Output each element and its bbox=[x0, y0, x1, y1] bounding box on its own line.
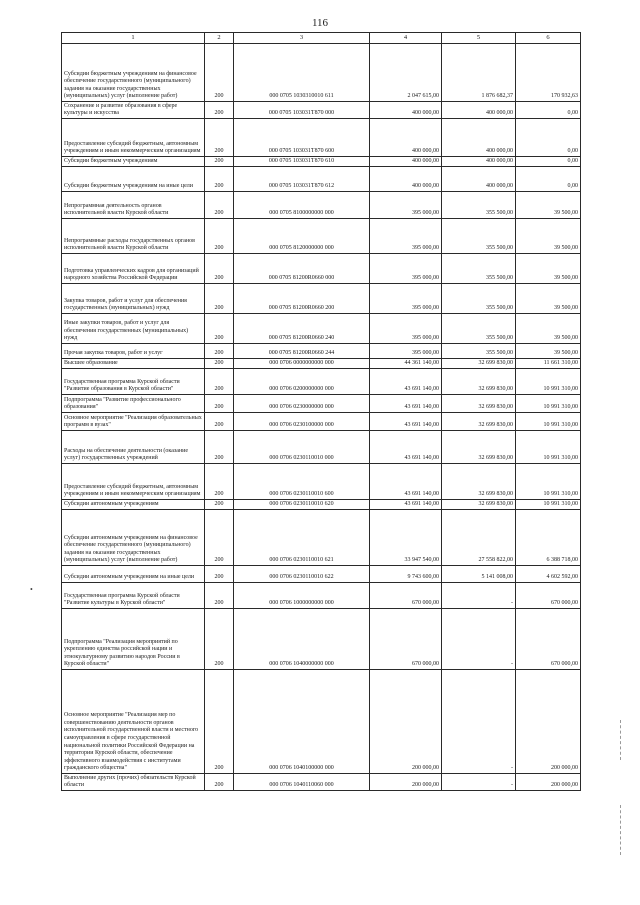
row-admin-code-cell: 200 bbox=[205, 219, 234, 254]
table-row bbox=[62, 500, 581, 510]
table-row bbox=[62, 464, 581, 500]
row-unexecuted-amount-cell: 39 500,00 bbox=[516, 344, 581, 359]
row-admin-code-cell: 200 bbox=[205, 284, 234, 314]
row-name-cell: Предоставление субсидий бюджетным, автономным учреждениям и иным некоммерческим организациям bbox=[62, 464, 205, 500]
row-approved-amount-cell: 395 000,00 bbox=[370, 284, 442, 314]
row-approved-amount-cell: 395 000,00 bbox=[370, 314, 442, 344]
row-approved-amount-cell: 200 000,00 bbox=[370, 774, 442, 791]
row-approved-amount-cell: 43 691 140,00 bbox=[370, 500, 442, 510]
row-executed-amount-cell: 32 699 830,00 bbox=[442, 464, 516, 500]
row-name-cell: Подпрограмма "Развитие профессионального образования" bbox=[62, 395, 205, 413]
table-row bbox=[62, 413, 581, 431]
row-admin-code-cell: 200 bbox=[205, 157, 234, 167]
row-budget-code-cell: 000 0706 0230110010 620 bbox=[234, 500, 370, 510]
row-unexecuted-amount-cell: 0,00 bbox=[516, 167, 581, 192]
row-budget-code-cell: 000 0705 81200R0660 000 bbox=[234, 254, 370, 284]
column-header-2: 2 bbox=[205, 33, 234, 44]
budget-table bbox=[61, 32, 581, 791]
row-name-cell: Предоставление субсидий бюджетным, автономным учреждениям и иным некоммерческим организациям bbox=[62, 119, 205, 157]
column-header-3: 3 bbox=[234, 33, 370, 44]
table-body bbox=[62, 44, 581, 791]
row-budget-code-cell: 000 0705 8120000000 000 bbox=[234, 219, 370, 254]
row-unexecuted-amount-cell: 200 000,00 bbox=[516, 670, 581, 774]
row-approved-amount-cell: 670 000,00 bbox=[370, 609, 442, 670]
table-row bbox=[62, 774, 581, 791]
table-row bbox=[62, 395, 581, 413]
row-unexecuted-amount-cell: 39 500,00 bbox=[516, 314, 581, 344]
row-admin-code-cell: 200 bbox=[205, 510, 234, 566]
row-name-cell: Субсидии автономным учреждениям на финансовое обеспечение государственного (муниципального) задания на оказание государственных (муниципальных) услуг (выполнение работ) bbox=[62, 510, 205, 566]
row-executed-amount-cell: 32 699 830,00 bbox=[442, 359, 516, 369]
column-header-5: 5 bbox=[442, 33, 516, 44]
row-admin-code-cell: 200 bbox=[205, 395, 234, 413]
row-approved-amount-cell: 395 000,00 bbox=[370, 344, 442, 359]
row-name-cell: Высшее образование bbox=[62, 359, 205, 369]
row-approved-amount-cell: 395 000,00 bbox=[370, 192, 442, 219]
row-approved-amount-cell: 43 691 140,00 bbox=[370, 369, 442, 395]
table-row bbox=[62, 670, 581, 774]
row-admin-code-cell: 200 bbox=[205, 413, 234, 431]
row-executed-amount-cell: 5 141 008,00 bbox=[442, 566, 516, 583]
row-admin-code-cell: 200 bbox=[205, 44, 234, 102]
row-name-cell: Непрограммные расходы государственных органов исполнительной власти Курской области bbox=[62, 219, 205, 254]
table-row bbox=[62, 219, 581, 254]
row-unexecuted-amount-cell: 6 388 718,00 bbox=[516, 510, 581, 566]
row-executed-amount-cell: - bbox=[442, 609, 516, 670]
row-name-cell: Непрограммная деятельность органов исполнительной власти Курской области bbox=[62, 192, 205, 219]
row-executed-amount-cell: 400 000,00 bbox=[442, 157, 516, 167]
row-budget-code-cell: 000 0706 0200000000 000 bbox=[234, 369, 370, 395]
row-budget-code-cell: 000 0705 81200R0660 240 bbox=[234, 314, 370, 344]
row-approved-amount-cell: 43 691 140,00 bbox=[370, 464, 442, 500]
row-executed-amount-cell: 355 500,00 bbox=[442, 254, 516, 284]
row-budget-code-cell: 000 0705 8100000000 000 bbox=[234, 192, 370, 219]
table-row bbox=[62, 344, 581, 359]
row-budget-code-cell: 000 0706 0230100000 000 bbox=[234, 413, 370, 431]
row-unexecuted-amount-cell: 200 000,00 bbox=[516, 774, 581, 791]
row-admin-code-cell: 200 bbox=[205, 670, 234, 774]
row-approved-amount-cell: 43 691 140,00 bbox=[370, 431, 442, 464]
table-row bbox=[62, 157, 581, 167]
row-admin-code-cell: 200 bbox=[205, 609, 234, 670]
row-executed-amount-cell: 32 699 830,00 bbox=[442, 500, 516, 510]
row-approved-amount-cell: 43 691 140,00 bbox=[370, 395, 442, 413]
row-admin-code-cell: 200 bbox=[205, 583, 234, 609]
row-approved-amount-cell: 400 000,00 bbox=[370, 167, 442, 192]
row-executed-amount-cell: 1 876 682,37 bbox=[442, 44, 516, 102]
row-executed-amount-cell: 355 500,00 bbox=[442, 284, 516, 314]
row-executed-amount-cell: 355 500,00 bbox=[442, 219, 516, 254]
row-executed-amount-cell: 27 558 822,00 bbox=[442, 510, 516, 566]
row-approved-amount-cell: 395 000,00 bbox=[370, 254, 442, 284]
row-executed-amount-cell: - bbox=[442, 774, 516, 791]
row-budget-code-cell: 000 0706 0230110010 000 bbox=[234, 431, 370, 464]
row-budget-code-cell: 000 0706 0000000000 000 bbox=[234, 359, 370, 369]
row-name-cell: Сохранение и развитие образования в сфере культуры и искусства bbox=[62, 102, 205, 119]
row-executed-amount-cell: 32 699 830,00 bbox=[442, 369, 516, 395]
row-approved-amount-cell: 2 047 615,00 bbox=[370, 44, 442, 102]
row-admin-code-cell: 200 bbox=[205, 369, 234, 395]
row-unexecuted-amount-cell: 670 000,00 bbox=[516, 583, 581, 609]
row-name-cell: Субсидии бюджетным учреждениям bbox=[62, 157, 205, 167]
row-name-cell: Основное мероприятие "Реализация мер по совершенствованию деятельности органов исполнительной государственной власти и местного самоуправления в сфере государственной национальной политики Российской Федерации на территории Курской области, обеспечение эффективного взаимодействия с институтами гражданского общества" bbox=[62, 670, 205, 774]
row-unexecuted-amount-cell: 670 000,00 bbox=[516, 609, 581, 670]
row-name-cell: Прочая закупка товаров, работ и услуг bbox=[62, 344, 205, 359]
row-executed-amount-cell: - bbox=[442, 670, 516, 774]
row-name-cell: Субсидии бюджетным учреждениям на финансовое обеспечение государственного (муниципального) задания на оказание государственных (муниципальных) услуг (выполнение работ) bbox=[62, 44, 205, 102]
row-unexecuted-amount-cell: 10 991 310,00 bbox=[516, 369, 581, 395]
row-unexecuted-amount-cell: 10 991 310,00 bbox=[516, 431, 581, 464]
row-unexecuted-amount-cell: 170 932,63 bbox=[516, 44, 581, 102]
row-admin-code-cell: 200 bbox=[205, 192, 234, 219]
row-unexecuted-amount-cell: 11 661 310,00 bbox=[516, 359, 581, 369]
row-admin-code-cell: 200 bbox=[205, 431, 234, 464]
table-row bbox=[62, 192, 581, 219]
row-executed-amount-cell: - bbox=[442, 583, 516, 609]
row-budget-code-cell: 000 0706 0230000000 000 bbox=[234, 395, 370, 413]
row-budget-code-cell: 000 0705 103031Т870 600 bbox=[234, 119, 370, 157]
table-row bbox=[62, 566, 581, 583]
table-row bbox=[62, 44, 581, 102]
table-row bbox=[62, 359, 581, 369]
row-admin-code-cell: 200 bbox=[205, 167, 234, 192]
row-executed-amount-cell: 32 699 830,00 bbox=[442, 395, 516, 413]
row-budget-code-cell: 000 0706 1040110060 000 bbox=[234, 774, 370, 791]
row-approved-amount-cell: 400 000,00 bbox=[370, 157, 442, 167]
table-row bbox=[62, 254, 581, 284]
row-name-cell: Расходы на обеспечение деятельности (оказание услуг) государственных учреждений bbox=[62, 431, 205, 464]
row-unexecuted-amount-cell: 10 991 310,00 bbox=[516, 464, 581, 500]
row-unexecuted-amount-cell: 39 500,00 bbox=[516, 192, 581, 219]
row-admin-code-cell: 200 bbox=[205, 566, 234, 583]
row-unexecuted-amount-cell: 39 500,00 bbox=[516, 254, 581, 284]
row-executed-amount-cell: 32 699 830,00 bbox=[442, 413, 516, 431]
row-admin-code-cell: 200 bbox=[205, 464, 234, 500]
row-admin-code-cell: 200 bbox=[205, 500, 234, 510]
row-name-cell: Закупка товаров, работ и услуг для обеспечения государственных (муниципальных) нужд bbox=[62, 284, 205, 314]
row-unexecuted-amount-cell: 10 991 310,00 bbox=[516, 413, 581, 431]
row-unexecuted-amount-cell: 10 991 310,00 bbox=[516, 395, 581, 413]
table-row bbox=[62, 119, 581, 157]
row-approved-amount-cell: 44 361 140,00 bbox=[370, 359, 442, 369]
row-budget-code-cell: 000 0705 103031Т870 612 bbox=[234, 167, 370, 192]
row-executed-amount-cell: 400 000,00 bbox=[442, 167, 516, 192]
column-header-1: 1 bbox=[62, 33, 205, 44]
row-budget-code-cell: 000 0706 1000000000 000 bbox=[234, 583, 370, 609]
row-unexecuted-amount-cell: 10 991 310,00 bbox=[516, 500, 581, 510]
row-name-cell: Подготовка управленческих кадров для организаций народного хозяйства Российской Федерации bbox=[62, 254, 205, 284]
row-budget-code-cell: 000 0705 103031Т870 000 bbox=[234, 102, 370, 119]
row-executed-amount-cell: 32 699 830,00 bbox=[442, 431, 516, 464]
row-name-cell: Выполнение других (прочих) обязательств Курской области bbox=[62, 774, 205, 791]
row-budget-code-cell: 000 0705 103031Т870 610 bbox=[234, 157, 370, 167]
table-row bbox=[62, 609, 581, 670]
row-name-cell: Государственная программа Курской области "Развитие культуры в Курской области" bbox=[62, 583, 205, 609]
row-name-cell: Основное мероприятие "Реализация образовательных программ в вузах" bbox=[62, 413, 205, 431]
row-admin-code-cell: 200 bbox=[205, 344, 234, 359]
row-admin-code-cell: 200 bbox=[205, 774, 234, 791]
row-executed-amount-cell: 400 000,00 bbox=[442, 119, 516, 157]
row-budget-code-cell: 000 0706 1040000000 000 bbox=[234, 609, 370, 670]
row-name-cell: Субсидии бюджетным учреждениям на иные цели bbox=[62, 167, 205, 192]
row-approved-amount-cell: 200 000,00 bbox=[370, 670, 442, 774]
row-approved-amount-cell: 43 691 140,00 bbox=[370, 413, 442, 431]
row-name-cell: Иные закупки товаров, работ и услуг для обеспечения государственных (муниципальных) нужд bbox=[62, 314, 205, 344]
table-row bbox=[62, 167, 581, 192]
row-unexecuted-amount-cell: 39 500,00 bbox=[516, 284, 581, 314]
margin-scan-mark bbox=[620, 720, 624, 760]
table-row bbox=[62, 431, 581, 464]
margin-dot: • bbox=[30, 585, 33, 594]
table-row bbox=[62, 314, 581, 344]
row-approved-amount-cell: 395 000,00 bbox=[370, 219, 442, 254]
table-row bbox=[62, 510, 581, 566]
row-admin-code-cell: 200 bbox=[205, 102, 234, 119]
row-executed-amount-cell: 355 500,00 bbox=[442, 344, 516, 359]
row-budget-code-cell: 000 0706 0230110010 621 bbox=[234, 510, 370, 566]
row-executed-amount-cell: 355 500,00 bbox=[442, 192, 516, 219]
margin-scan-mark bbox=[620, 805, 624, 855]
column-header-4: 4 bbox=[370, 33, 442, 44]
row-unexecuted-amount-cell: 0,00 bbox=[516, 119, 581, 157]
row-executed-amount-cell: 400 000,00 bbox=[442, 102, 516, 119]
row-admin-code-cell: 200 bbox=[205, 254, 234, 284]
row-approved-amount-cell: 9 743 600,00 bbox=[370, 566, 442, 583]
row-unexecuted-amount-cell: 0,00 bbox=[516, 102, 581, 119]
row-budget-code-cell: 000 0705 81200R0660 200 bbox=[234, 284, 370, 314]
row-unexecuted-amount-cell: 0,00 bbox=[516, 157, 581, 167]
row-budget-code-cell: 000 0706 0230110010 622 bbox=[234, 566, 370, 583]
row-executed-amount-cell: 355 500,00 bbox=[442, 314, 516, 344]
table-row bbox=[62, 583, 581, 609]
row-approved-amount-cell: 33 947 540,00 bbox=[370, 510, 442, 566]
column-header-6: 6 bbox=[516, 33, 581, 44]
row-unexecuted-amount-cell: 4 602 592,00 bbox=[516, 566, 581, 583]
row-name-cell: Государственная программа Курской области "Развитие образования в Курской области" bbox=[62, 369, 205, 395]
table-header-row bbox=[62, 33, 581, 44]
row-budget-code-cell: 000 0706 1040100000 000 bbox=[234, 670, 370, 774]
row-admin-code-cell: 200 bbox=[205, 119, 234, 157]
row-name-cell: Субсидии автономным учреждениям на иные цели bbox=[62, 566, 205, 583]
row-admin-code-cell: 200 bbox=[205, 359, 234, 369]
row-budget-code-cell: 000 0705 81200R0660 244 bbox=[234, 344, 370, 359]
row-name-cell: Подпрограмма "Реализация мероприятий по укреплению единства российской нации и этнокультурному развитию народов России в Курской области" bbox=[62, 609, 205, 670]
row-name-cell: Субсидии автономным учреждениям bbox=[62, 500, 205, 510]
row-budget-code-cell: 000 0706 0230110010 600 bbox=[234, 464, 370, 500]
table-row bbox=[62, 284, 581, 314]
page-number: 116 bbox=[311, 17, 329, 29]
row-approved-amount-cell: 670 000,00 bbox=[370, 583, 442, 609]
row-unexecuted-amount-cell: 39 500,00 bbox=[516, 219, 581, 254]
table-row bbox=[62, 102, 581, 119]
row-approved-amount-cell: 400 000,00 bbox=[370, 102, 442, 119]
row-budget-code-cell: 000 0705 1030310010 611 bbox=[234, 44, 370, 102]
row-admin-code-cell: 200 bbox=[205, 314, 234, 344]
table-row bbox=[62, 369, 581, 395]
row-approved-amount-cell: 400 000,00 bbox=[370, 119, 442, 157]
